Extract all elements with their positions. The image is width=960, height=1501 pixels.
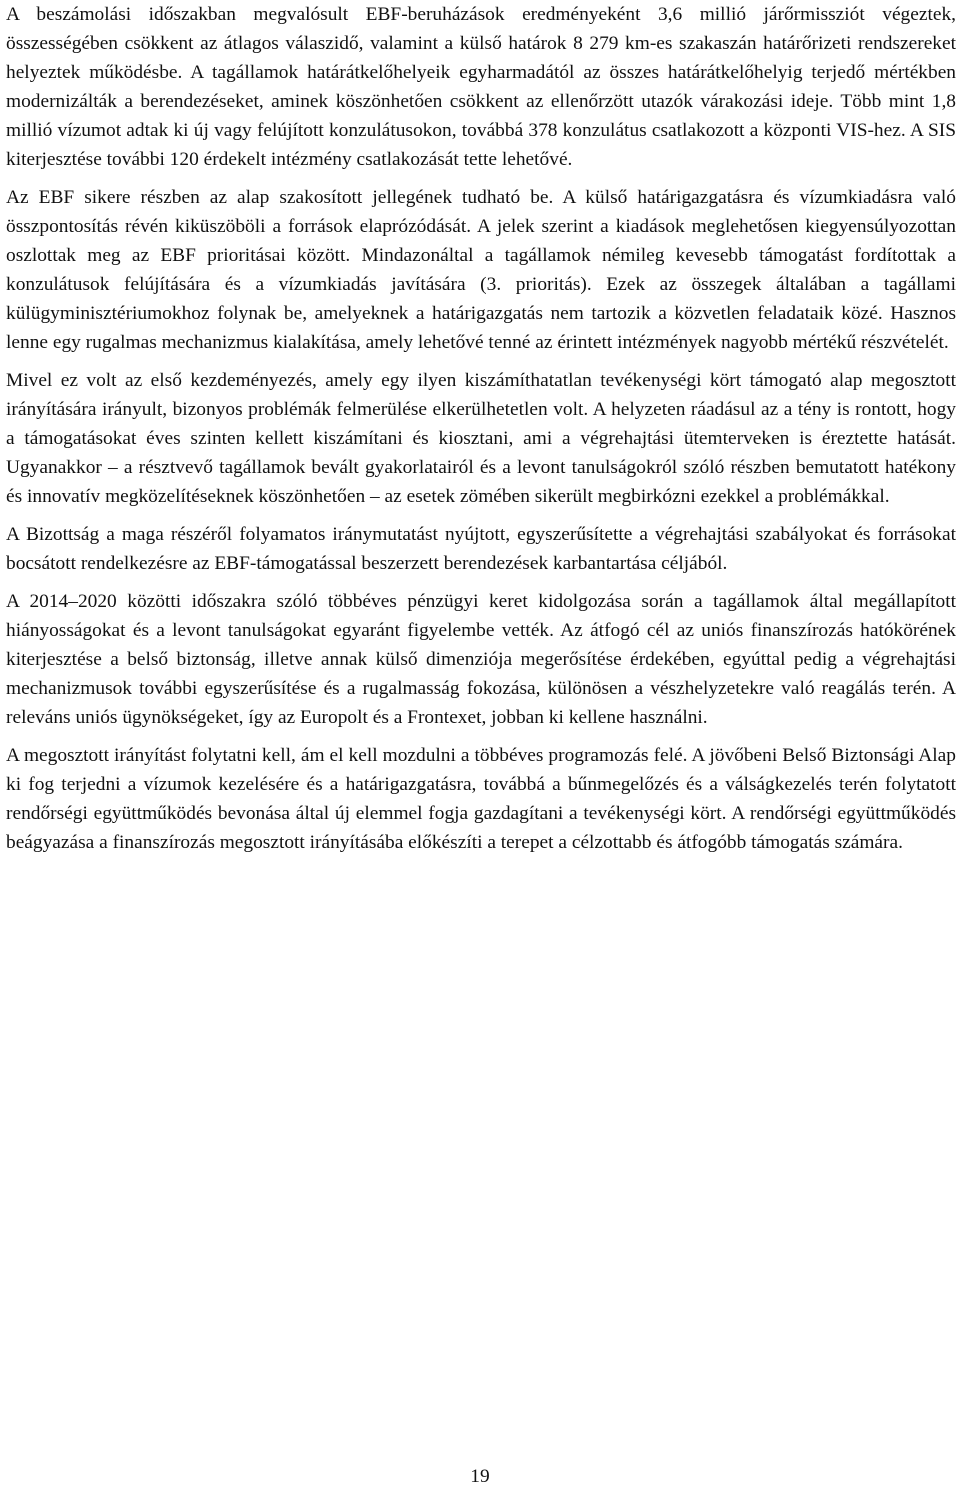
paragraph-4: A Bizottság a maga részéről folyamatos iránymutatást nyújtott, egyszerűsítette a végrehajtási szabályokat és forrásokat bocsátott rendelkezésre az EBF-támogatással beszerzett berendezések karbantartása céljából. — [6, 524, 956, 574]
paragraph-5: A 2014–2020 közötti időszakra szóló többéves pénzügyi keret kidolgozása során a tagállamok által megállapított hiányosságokat és a levont tanulságokat egyaránt figyelembe vették. Az átfogó cél az uniós finanszírozás hatókörének kiterjesztése a belső biztonság, illetve annak külső dimenziója megerősítése érdekében, egyúttal pedig a végrehajtási mechanizmusok további egyszerűsítése és a rugalmasság fokozása, különösen a vészhelyzetekre való reagálás terén. A releváns uniós ügynökségeket, így az Europolt és a Frontexet, jobban ki kellene használni. — [6, 591, 956, 728]
paragraph-6: A megosztott irányítást folytatni kell, ám el kell mozdulni a többéves programozás felé. A jövőbeni Belső Biztonsági Alap ki fog terjedni a vízumok kezelésére és a határigazgatásra, továbbá a bűnmegelőzés és a válságkezelés terén folytatott rendőrségi együttműködés bevonása által új elemmel fogja gazdagítani a tevékenységi kört. A rendőrségi együttműködés beágyazása a finanszírozás megosztott irányításába előkészíti a terepet a célzottabb és átfogóbb támogatás számára. — [6, 745, 956, 853]
paragraph-2: Az EBF sikere részben az alap szakosított jellegének tudható be. A külső határigazgatásra és vízumkiadásra való összpontosítás révén kiküszöböli a források elaprózódását. A jelek szerint a kiadások meglehetősen kiegyensúlyozottan oszlottak meg az EBF prioritásai között. Mindazonáltal a tagállamok némileg kevesebb támogatást fordítottak a konzulátusok felújítására és a vízumkiadás javítására (3. prioritás). Ezek az összegek általában a tagállami külügyminisztériumokhoz folynak be, amelyeknek a határigazgatás nem tartozik a közvetlen feladataik közé. Hasznos lenne egy rugalmas mechanizmus kialakítása, amely lehetővé tenné az érintett intézmények nagyobb mértékű részvételét. — [6, 187, 956, 353]
paragraph-1: A beszámolási időszakban megvalósult EBF-beruházások eredményeként 3,6 millió járőrmissziót végeztek, összességében csökkent az átlagos válaszidő, valamint a külső határok 8 279 km-es szakaszán határőrizeti rendszereket helyeztek működésbe. A tagállamok határátkelőhelyeik egyharmadától az összes határátkelőhelyig terjedő mértékben modernizálták a berendezéseket, aminek köszönhetően csökkent az ellenőrzött utazók várakozási ideje. Több mint 1,8 millió vízumot adtak ki új vagy felújított konzulátusokon, továbbá 378 konzulátus csatlakozott a központi VIS-hez. A SIS kiterjesztése további 120 érdekelt intézmény csatlakozását tette lehetővé. — [6, 4, 956, 170]
page-number: 19 — [470, 1466, 490, 1487]
document-body — [6, 0, 956, 866]
paragraph-3: Mivel ez volt az első kezdeményezés, amely egy ilyen kiszámíthatatlan tevékenységi kört támogató alap megosztott irányítására irányult, bizonyos problémák felmerülése elkerülhetetlen volt. A helyzeten ráadásul az a tény is rontott, hogy a támogatásokat éves szinten kellett kiszámítani és kiosztani, ami a végrehajtási ütemterveken is éreztette hatását. Ugyanakkor – a résztvevő tagállamok bevált gyakorlatairól és a levont tanulságokról szóló részben bemutatott hatékony és innovatív megközelítéseknek köszönhetően – az esetek zömében sikerült megbirkózni ezekkel a problémákkal. — [6, 370, 956, 507]
